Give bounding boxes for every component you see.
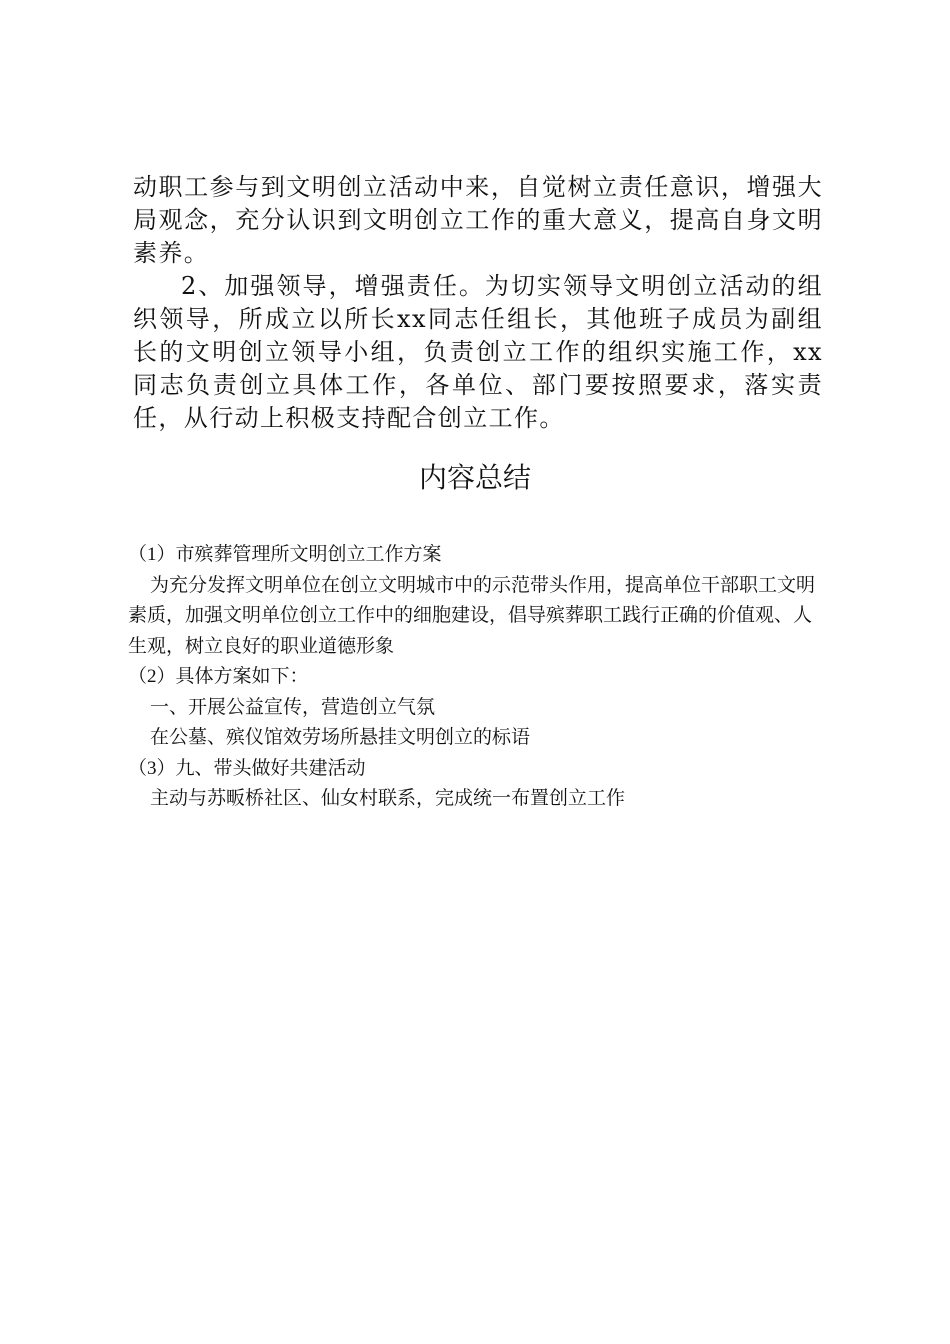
summary-title: 内容总结 bbox=[418, 461, 531, 494]
paragraph: 2、加强领导，增强责任。为切实领导文明创立活动的组织领导，所成立以所长xx同志任组长，其他班子成员为副组长的文明创立领导小组，负责创立工作的组织实施工作，xx同志负责创立具体工作，各单位、部门要按照要求，落实责任，从行动上积极支持配合创立工作。 bbox=[133, 272, 823, 432]
summary-text: 一、开展公益宣传，营造创立气氛 bbox=[150, 696, 436, 718]
paragraph: 动职工参与到文明创立活动中来，自觉树立责任意识，增强大局观念，充分认识到文明创立工作的重大意义，提高自身文明素养。 bbox=[133, 173, 823, 267]
summary-text: 主动与苏畈桥社区、仙女村联系，完成统一布置创立工作 bbox=[150, 788, 626, 809]
summary-text: 在公墓、殡仪馆效劳场所悬挂文明创立的标语 bbox=[150, 727, 531, 748]
summary-list bbox=[128, 540, 828, 815]
summary-text: 为充分发挥文明单位在创立文明城市中的示范带头作用，提高单位干部职工文明素质，加强文明单位创立工作中的细胞建设，倡导殡葬职工践行正确的价值观、人生观，树立良好的职业道德形象 bbox=[128, 574, 816, 657]
summary-heading: （2）具体方案如下： bbox=[128, 666, 309, 687]
body-text bbox=[133, 171, 823, 435]
summary-heading: （1）市殡葬管理所文明创立工作方案 bbox=[128, 544, 442, 565]
summary-heading: （3）九、带头做好共建活动 bbox=[128, 757, 366, 779]
